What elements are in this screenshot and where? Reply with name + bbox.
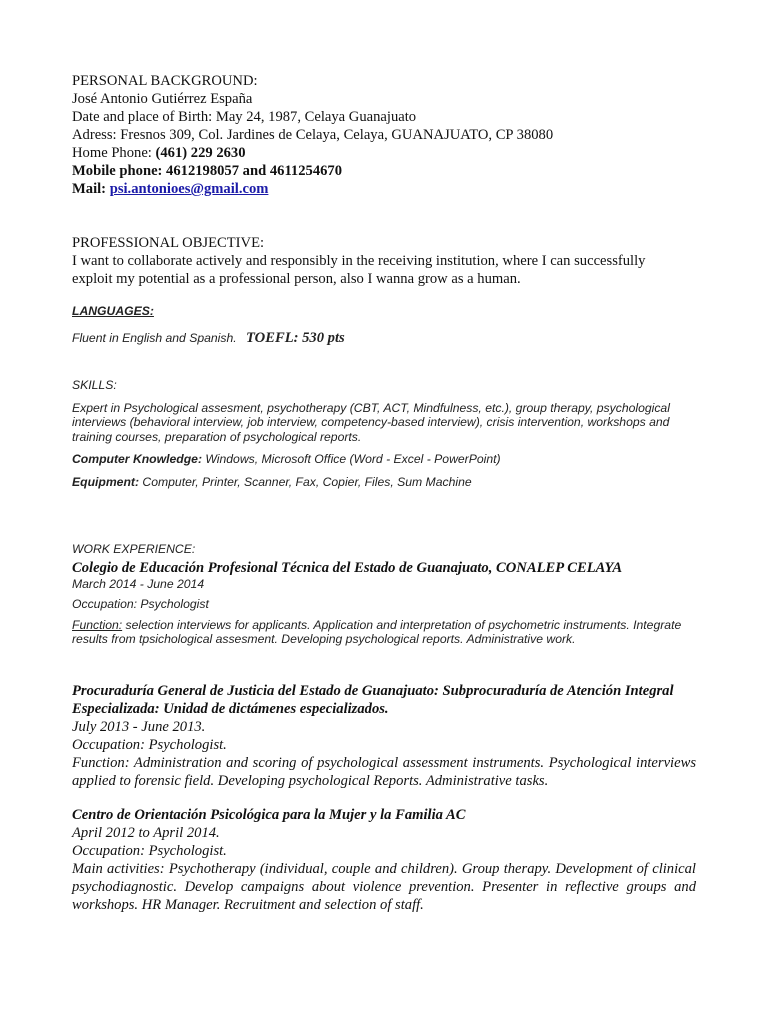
computer-value: Windows, Microsoft Office (Word - Excel - PowerPoint) <box>202 452 501 467</box>
job1-dates: March 2014 - June 2014 <box>72 576 205 591</box>
job2-occupation: Occupation: Psychologist. <box>72 737 227 753</box>
job3-employer: Centro de Orientación Psicológica para la Mujer y la Familia AC <box>72 807 466 823</box>
job3-dates: April 2012 to April 2014. <box>72 825 220 841</box>
work-section <box>72 542 696 647</box>
job2-dates: July 2013 - June 2013. <box>72 719 206 735</box>
home-phone-value: (461) 229 2630 <box>155 145 246 161</box>
home-phone <box>72 144 696 162</box>
equipment-label: Equipment: <box>72 474 140 489</box>
equipment-value: Computer, Printer, Scanner, Fax, Copier, Files, Sum Machine <box>139 474 472 489</box>
job1-function <box>72 618 692 647</box>
computer-label: Computer Knowledge: <box>72 452 202 467</box>
skills-section <box>72 378 696 490</box>
objective-line-2: exploit my potential as a professional person, also I wanna grow as a human. <box>72 271 521 287</box>
languages-section <box>72 304 696 345</box>
skills-text: Expert in Psychological assesment, psychotherapy (CBT, ACT, Mindfulness, etc.), group therapy, psychological interviews (behavioral interview, job interview, competency-based interview), crisis intervention, workshops and training courses, preparation of psychological reports. <box>72 400 670 444</box>
equipment <box>72 475 696 490</box>
mail-label: Mail: <box>72 181 110 197</box>
job1-occupation: Occupation: Psychologist <box>72 597 209 612</box>
job-entry-centro <box>72 806 696 914</box>
skills-heading: SKILLS: <box>72 378 117 392</box>
objective-section <box>72 234 696 288</box>
birth-info: Date and place of Birth: May 24, 1987, Celaya Guanajuato <box>72 109 417 125</box>
job3-activities: Main activities: Psychotherapy (individual, couple and children). Group therapy. Development of clinical psychodiagnostic. Develop campaigns about violence prevention. Presenter in reflective groups and workshops. HR Manager. Recruitment and selection of staff. <box>72 861 696 913</box>
job1-function-text: selection interviews for applicants. Application and interpretation of psychometric instruments. Integrate results from tpsichological assesment. Developing psychological reports. Administrative work. <box>72 617 682 647</box>
job2-function: Function: Administration and scoring of psychological assessment instruments. Psychological interviews applied to forensic field. Developing psychological Reports. Administrative tasks. <box>72 755 696 789</box>
personal-section <box>72 72 696 198</box>
work-heading: WORK EXPERIENCE: <box>72 542 196 556</box>
address: Adress: Fresnos 309, Col. Jardines de Celaya, Celaya, GUANAJUATO, CP 38080 <box>72 127 554 143</box>
objective-heading: PROFESSIONAL OBJECTIVE: <box>72 235 265 251</box>
objective-line-1: I want to collaborate actively and responsibly in the receiving institution, where I can successfully <box>72 253 646 269</box>
mobile-phone: Mobile phone: 4612198057 and 4611254670 <box>72 163 343 179</box>
mail-line <box>72 180 696 198</box>
job1-function-label: Function: <box>72 617 123 632</box>
languages-text: Fluent in English and Spanish. <box>72 330 237 345</box>
job-entry-conalep <box>72 559 696 647</box>
job3-occupation: Occupation: Psychologist. <box>72 843 227 859</box>
job1-employer: Colegio de Educación Profesional Técnica del Estado de Guanajuato, CONALEP CELAYA <box>72 559 623 576</box>
job-entry-procuraduria <box>72 682 696 790</box>
home-phone-label: Home Phone: <box>72 145 156 161</box>
languages-heading: LANGUAGES: <box>72 304 154 318</box>
full-name: José Antonio Gutiérrez España <box>72 91 253 107</box>
toefl-score: TOEFL: 530 pts <box>246 329 345 346</box>
languages-text-line <box>72 331 696 346</box>
computer-knowledge <box>72 452 696 467</box>
personal-heading: PERSONAL BACKGROUND: <box>72 73 258 89</box>
email-link[interactable]: psi.antonioes@gmail.com <box>109 181 269 197</box>
job2-employer: Procuraduría General de Justicia del Estado de Guanajuato: Subprocuraduría de Atención Integral Especializada: Unidad de dictámenes especializados. <box>72 683 674 717</box>
